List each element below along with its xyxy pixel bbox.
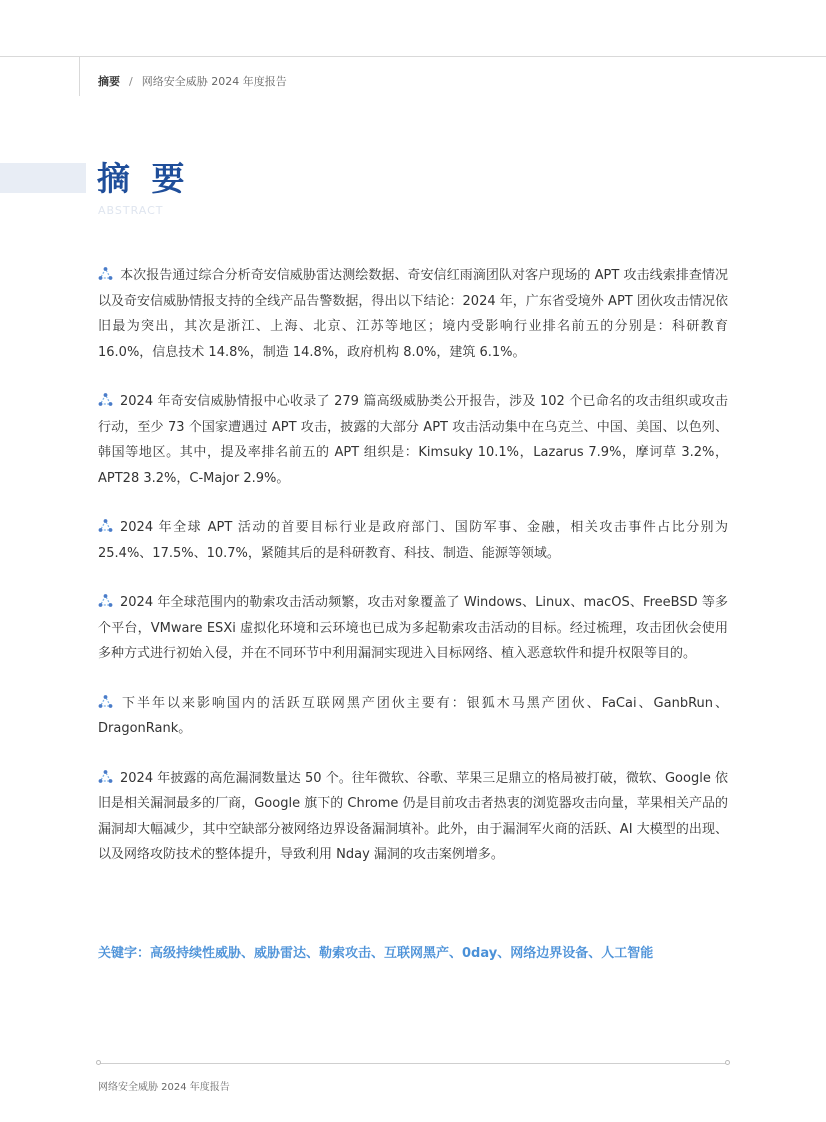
- triangle-nodes-icon: [98, 519, 113, 532]
- breadcrumb-separator: /: [129, 75, 133, 88]
- header-divider: [79, 56, 80, 96]
- abstract-paragraph: [98, 766, 728, 868]
- paragraph-text: 2024 年全球 APT 活动的首要目标行业是政府部门、国防军事、金融，相关攻击事件占比分别为 25.4%、17.5%、10.7%，紧随其后的是科研教育、科技、制造、能源等领域。: [98, 520, 728, 561]
- triangle-nodes-icon: [98, 770, 113, 783]
- footer-rule: [98, 1063, 728, 1064]
- paragraph-text: 下半年以来影响国内的活跃互联网黑产团伙主要有：银狐木马黑产团伙、FaCai、GanbRun、DragonRank。: [98, 695, 728, 736]
- triangle-nodes-icon: [98, 594, 113, 607]
- paragraph-text: 本次报告通过综合分析奇安信威胁雷达测绘数据、奇安信红雨滴团队对客户现场的 APT 攻击线索排查情况以及奇安信威胁情报支持的全线产品告警数据，得出以下结论：2024 年，广东省受境外 APT 团伙攻击情况依旧最为突出，其次是浙江、上海、北京、江苏等地区；境内受影响行业排名前五的分别是：科研教育 16.0%，信息技术 14.8%，制造 14.8%，政府机构 8.0%，建筑 6.1%。: [98, 268, 728, 360]
- breadcrumb-section: 摘要: [98, 75, 120, 88]
- abstract-paragraph: [98, 515, 728, 566]
- page-title: 摘 要: [97, 159, 190, 198]
- triangle-nodes-icon: [98, 267, 113, 280]
- breadcrumb-report-title: 网络安全威胁 2024 年度报告: [141, 75, 287, 88]
- paragraph-text: 2024 年披露的高危漏洞数量达 50 个。往年微软、谷歌、苹果三足鼎立的格局被打破，微软、Google 依旧是相关漏洞最多的厂商，Google 旗下的 Chrome 仍是目前攻击者热衷的浏览器攻击向量，苹果相关产品的漏洞却大幅减少，其中空缺部分被网络边界设备漏洞填补。此外，由于漏洞军火商的活跃、AI 大模型的出现、以及网络攻防技术的整体提升，导致利用 Nday 漏洞的攻击案例增多。: [98, 770, 728, 862]
- abstract-paragraph: [98, 691, 728, 742]
- paragraph-text: 2024 年奇安信威胁情报中心收录了 279 篇高级威胁类公开报告，涉及 102 个已命名的攻击组织或攻击行动，至少 73 个国家遭遇过 APT 攻击，披露的大部分 APT 攻击活动集中在乌克兰、中国、美国、以色列、韩国等地区。其中，提及率排名前五的 APT 组织是：Kimsuky 10.1%，Lazarus 7.9%，摩诃草 3.2%，APT28 3.2%，C-Major 2.9%。: [98, 394, 728, 486]
- abstract-paragraph: [98, 263, 728, 365]
- header-rule: [0, 56, 826, 57]
- abstract-paragraph: [98, 389, 728, 491]
- keywords-line: 关键字：高级持续性威胁、威胁雷达、勒索攻击、互联网黑产、0day、网络边界设备、人工智能: [98, 946, 654, 961]
- page-subtitle: ABSTRACT: [98, 204, 164, 217]
- abstract-body: [98, 263, 728, 892]
- triangle-nodes-icon: [98, 393, 113, 406]
- abstract-paragraph: [98, 590, 728, 667]
- title-accent-band: [0, 163, 86, 193]
- footer-report-title: 网络安全威胁 2024 年度报告: [98, 1082, 230, 1093]
- breadcrumb: [98, 73, 287, 89]
- triangle-nodes-icon: [98, 695, 113, 708]
- footer-rule-start-dot: [96, 1060, 101, 1065]
- footer-rule-end-dot: [725, 1060, 730, 1065]
- paragraph-text: 2024 年全球范围内的勒索攻击活动频繁，攻击对象覆盖了 Windows、Linux、macOS、FreeBSD 等多个平台，VMware ESXi 虚拟化环境和云环境也已成为多起勒索攻击活动的目标。经过梳理，攻击团伙会使用多种方式进行初始入侵，并在不同环节中利用漏洞实现进入目标网络、植入恶意软件和提升权限等目的。: [98, 595, 728, 661]
